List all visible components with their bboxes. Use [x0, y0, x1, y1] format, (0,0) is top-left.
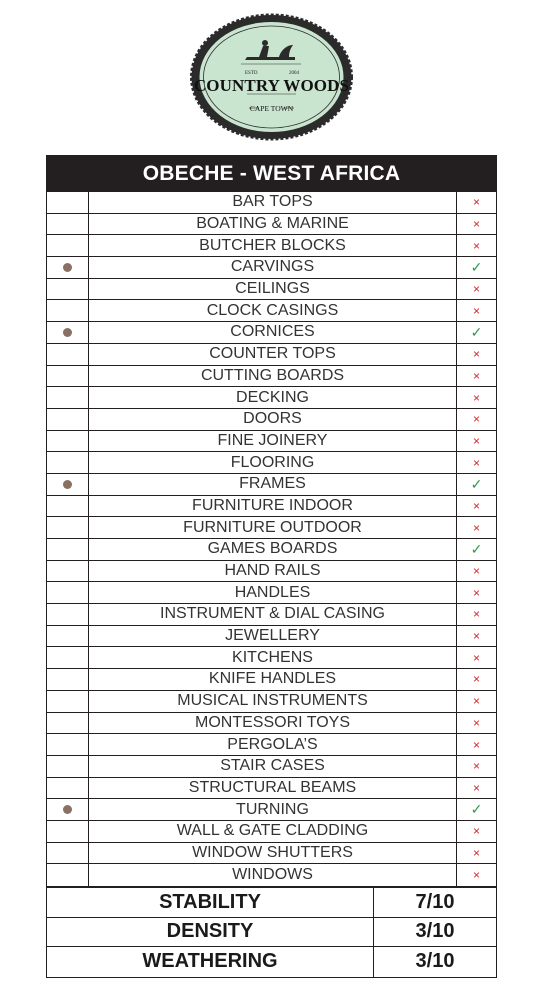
usage-row — [47, 539, 496, 561]
rating-row-weathering — [47, 947, 496, 977]
sheet-title: OBECHE - WEST AFRICA — [46, 155, 497, 192]
suitability-cell — [457, 734, 496, 755]
cross-icon: × — [472, 715, 480, 730]
recommended-dot-icon — [63, 805, 72, 814]
rating-value: 3/10 — [415, 920, 455, 943]
cross-icon: × — [472, 845, 480, 860]
usage-name: FLOORING — [89, 452, 457, 473]
cross-icon: × — [472, 607, 480, 622]
cross-icon: × — [472, 672, 480, 687]
cross-icon: × — [472, 347, 480, 362]
usage-row — [47, 669, 496, 691]
recommended-cell — [47, 322, 89, 343]
usage-name: BAR TOPS — [89, 192, 457, 213]
usage-row — [47, 366, 496, 388]
rating-value: 7/10 — [415, 890, 455, 913]
usage-name: DOORS — [89, 409, 457, 430]
usage-row — [47, 235, 496, 257]
usage-row — [47, 821, 496, 843]
usage-row — [47, 344, 496, 366]
suitability-cell — [457, 214, 496, 235]
usage-row — [47, 799, 496, 821]
usage-row — [47, 843, 496, 865]
cross-icon: × — [472, 282, 480, 297]
recommended-cell — [47, 366, 89, 387]
usage-name: COUNTER TOPS — [89, 344, 457, 365]
cross-icon: × — [472, 564, 480, 579]
usage-row — [47, 713, 496, 735]
recommended-cell — [47, 496, 89, 517]
suitability-cell — [457, 452, 496, 473]
suitability-cell — [457, 300, 496, 321]
usage-row — [47, 300, 496, 322]
recommended-cell — [47, 214, 89, 235]
suitability-cell — [457, 604, 496, 625]
cross-icon: × — [472, 694, 480, 709]
logo-year-label: 2004 — [289, 71, 299, 76]
usage-row — [47, 452, 496, 474]
usage-name: BUTCHER BLOCKS — [89, 235, 457, 256]
usage-row — [47, 604, 496, 626]
usage-row — [47, 387, 496, 409]
cross-icon: × — [472, 217, 480, 232]
recommended-cell — [47, 387, 89, 408]
suitability-cell — [457, 626, 496, 647]
recommended-cell — [47, 734, 89, 755]
suitability-cell — [457, 279, 496, 300]
cross-icon: × — [472, 759, 480, 774]
rating-row-density — [47, 918, 496, 948]
cross-icon: × — [472, 303, 480, 318]
recommended-cell — [47, 235, 89, 256]
cross-icon: × — [472, 585, 480, 600]
usage-name: KNIFE HANDLES — [89, 669, 457, 690]
cross-icon: × — [472, 650, 480, 665]
usage-row — [47, 756, 496, 778]
rating-value: 3/10 — [415, 950, 455, 973]
usage-name: WINDOWS — [89, 864, 457, 886]
usage-name: STAIR CASES — [89, 756, 457, 777]
usage-name: CLOCK CASINGS — [89, 300, 457, 321]
rating-label: STABILITY — [47, 888, 374, 917]
suitability-cell — [457, 691, 496, 712]
recommended-cell — [47, 843, 89, 864]
cross-icon: × — [472, 520, 480, 535]
usage-name: JEWELLERY — [89, 626, 457, 647]
logo-estd-label: ESTD — [245, 71, 258, 76]
cross-icon: × — [472, 498, 480, 513]
usage-name: KITCHENS — [89, 647, 457, 668]
usage-name: CUTTING BOARDS — [89, 366, 457, 387]
usage-row — [47, 409, 496, 431]
check-icon: ✓ — [470, 475, 483, 492]
usage-name: HANDLES — [89, 582, 457, 603]
suitability-cell — [457, 778, 496, 799]
usage-row — [47, 582, 496, 604]
check-icon: ✓ — [470, 801, 483, 818]
suitability-cell — [457, 647, 496, 668]
usage-name: WINDOW SHUTTERS — [89, 843, 457, 864]
suitability-cell — [457, 474, 496, 495]
usage-name: PERGOLA’S — [89, 734, 457, 755]
suitability-cell — [457, 517, 496, 538]
recommended-cell — [47, 192, 89, 213]
recommended-cell — [47, 257, 89, 278]
usage-name: GAMES BOARDS — [89, 539, 457, 560]
cross-icon: × — [472, 780, 480, 795]
usage-name: FINE JOINERY — [89, 431, 457, 452]
suitability-cell — [457, 539, 496, 560]
recommended-cell — [47, 409, 89, 430]
suitability-cell — [457, 799, 496, 820]
check-icon: ✓ — [470, 540, 483, 557]
recommended-cell — [47, 756, 89, 777]
rating-label: WEATHERING — [47, 947, 374, 977]
usage-row — [47, 214, 496, 236]
recommended-dot-icon — [63, 263, 72, 272]
usage-table — [46, 192, 497, 887]
usage-name: INSTRUMENT & DIAL CASING — [89, 604, 457, 625]
suitability-cell — [457, 366, 496, 387]
cross-icon: × — [472, 390, 480, 405]
cross-icon: × — [472, 238, 480, 253]
recommended-cell — [47, 539, 89, 560]
suitability-cell — [457, 409, 496, 430]
cross-icon: × — [472, 412, 480, 427]
suitability-cell — [457, 669, 496, 690]
suitability-cell — [457, 864, 496, 886]
recommended-dot-icon — [63, 328, 72, 337]
usage-row — [47, 734, 496, 756]
suitability-cell — [457, 821, 496, 842]
usage-row — [47, 647, 496, 669]
usage-row — [47, 322, 496, 344]
recommended-cell — [47, 604, 89, 625]
recommended-cell — [47, 647, 89, 668]
suitability-cell — [457, 713, 496, 734]
rating-table — [46, 887, 497, 978]
usage-name: TURNING — [89, 799, 457, 820]
usage-name: CARVINGS — [89, 257, 457, 278]
suitability-cell — [457, 257, 496, 278]
recommended-cell — [47, 431, 89, 452]
usage-name: DECKING — [89, 387, 457, 408]
usage-row — [47, 474, 496, 496]
recommended-cell — [47, 799, 89, 820]
recommended-cell — [47, 669, 89, 690]
check-icon: ✓ — [470, 258, 483, 275]
suitability-cell — [457, 387, 496, 408]
cross-icon: × — [472, 737, 480, 752]
usage-name: FURNITURE INDOOR — [89, 496, 457, 517]
recommended-cell — [47, 691, 89, 712]
recommended-cell — [47, 474, 89, 495]
usage-name: MUSICAL INSTRUMENTS — [89, 691, 457, 712]
cross-icon: × — [472, 824, 480, 839]
suitability-cell — [457, 756, 496, 777]
suitability-cell — [457, 561, 496, 582]
usage-row — [47, 496, 496, 518]
rating-row-stability — [47, 888, 496, 918]
recommended-dot-icon — [63, 480, 72, 489]
usage-name: CORNICES — [89, 322, 457, 343]
cross-icon: × — [472, 433, 480, 448]
recommended-cell — [47, 300, 89, 321]
recommended-cell — [47, 582, 89, 603]
suitability-cell — [457, 322, 496, 343]
usage-row — [47, 517, 496, 539]
logo-city-name: CAPE TOWN — [249, 104, 294, 113]
recommended-cell — [47, 279, 89, 300]
logo-brand-name: COUNTRY WOODS — [193, 76, 350, 95]
suitability-cell — [457, 192, 496, 213]
usage-row — [47, 257, 496, 279]
suitability-cell — [457, 431, 496, 452]
recommended-cell — [47, 864, 89, 886]
suitability-cell — [457, 582, 496, 603]
usage-name: STRUCTURAL BEAMS — [89, 778, 457, 799]
usage-row — [47, 431, 496, 453]
rating-label: DENSITY — [47, 918, 374, 947]
suitability-cell — [457, 344, 496, 365]
suitability-cell — [457, 843, 496, 864]
wood-usage-sheet — [46, 155, 497, 978]
cross-icon: × — [472, 195, 480, 210]
recommended-cell — [47, 452, 89, 473]
cross-icon: × — [472, 368, 480, 383]
check-icon: ✓ — [470, 323, 483, 340]
usage-row — [47, 561, 496, 583]
usage-name: MONTESSORI TOYS — [89, 713, 457, 734]
usage-name: FRAMES — [89, 474, 457, 495]
recommended-cell — [47, 821, 89, 842]
recommended-cell — [47, 626, 89, 647]
recommended-cell — [47, 778, 89, 799]
usage-name: BOATING & MARINE — [89, 214, 457, 235]
usage-row — [47, 279, 496, 301]
usage-row — [47, 691, 496, 713]
usage-name: FURNITURE OUTDOOR — [89, 517, 457, 538]
recommended-cell — [47, 517, 89, 538]
usage-row — [47, 864, 496, 886]
usage-row — [47, 626, 496, 648]
suitability-cell — [457, 496, 496, 517]
usage-row — [47, 778, 496, 800]
usage-name: WALL & GATE CLADDING — [89, 821, 457, 842]
recommended-cell — [47, 713, 89, 734]
cross-icon: × — [472, 868, 480, 883]
country-woods-logo — [189, 12, 354, 142]
usage-name: HAND RAILS — [89, 561, 457, 582]
usage-name: CEILINGS — [89, 279, 457, 300]
recommended-cell — [47, 561, 89, 582]
cross-icon: × — [472, 455, 480, 470]
suitability-cell — [457, 235, 496, 256]
recommended-cell — [47, 344, 89, 365]
usage-row — [47, 192, 496, 214]
cross-icon: × — [472, 629, 480, 644]
